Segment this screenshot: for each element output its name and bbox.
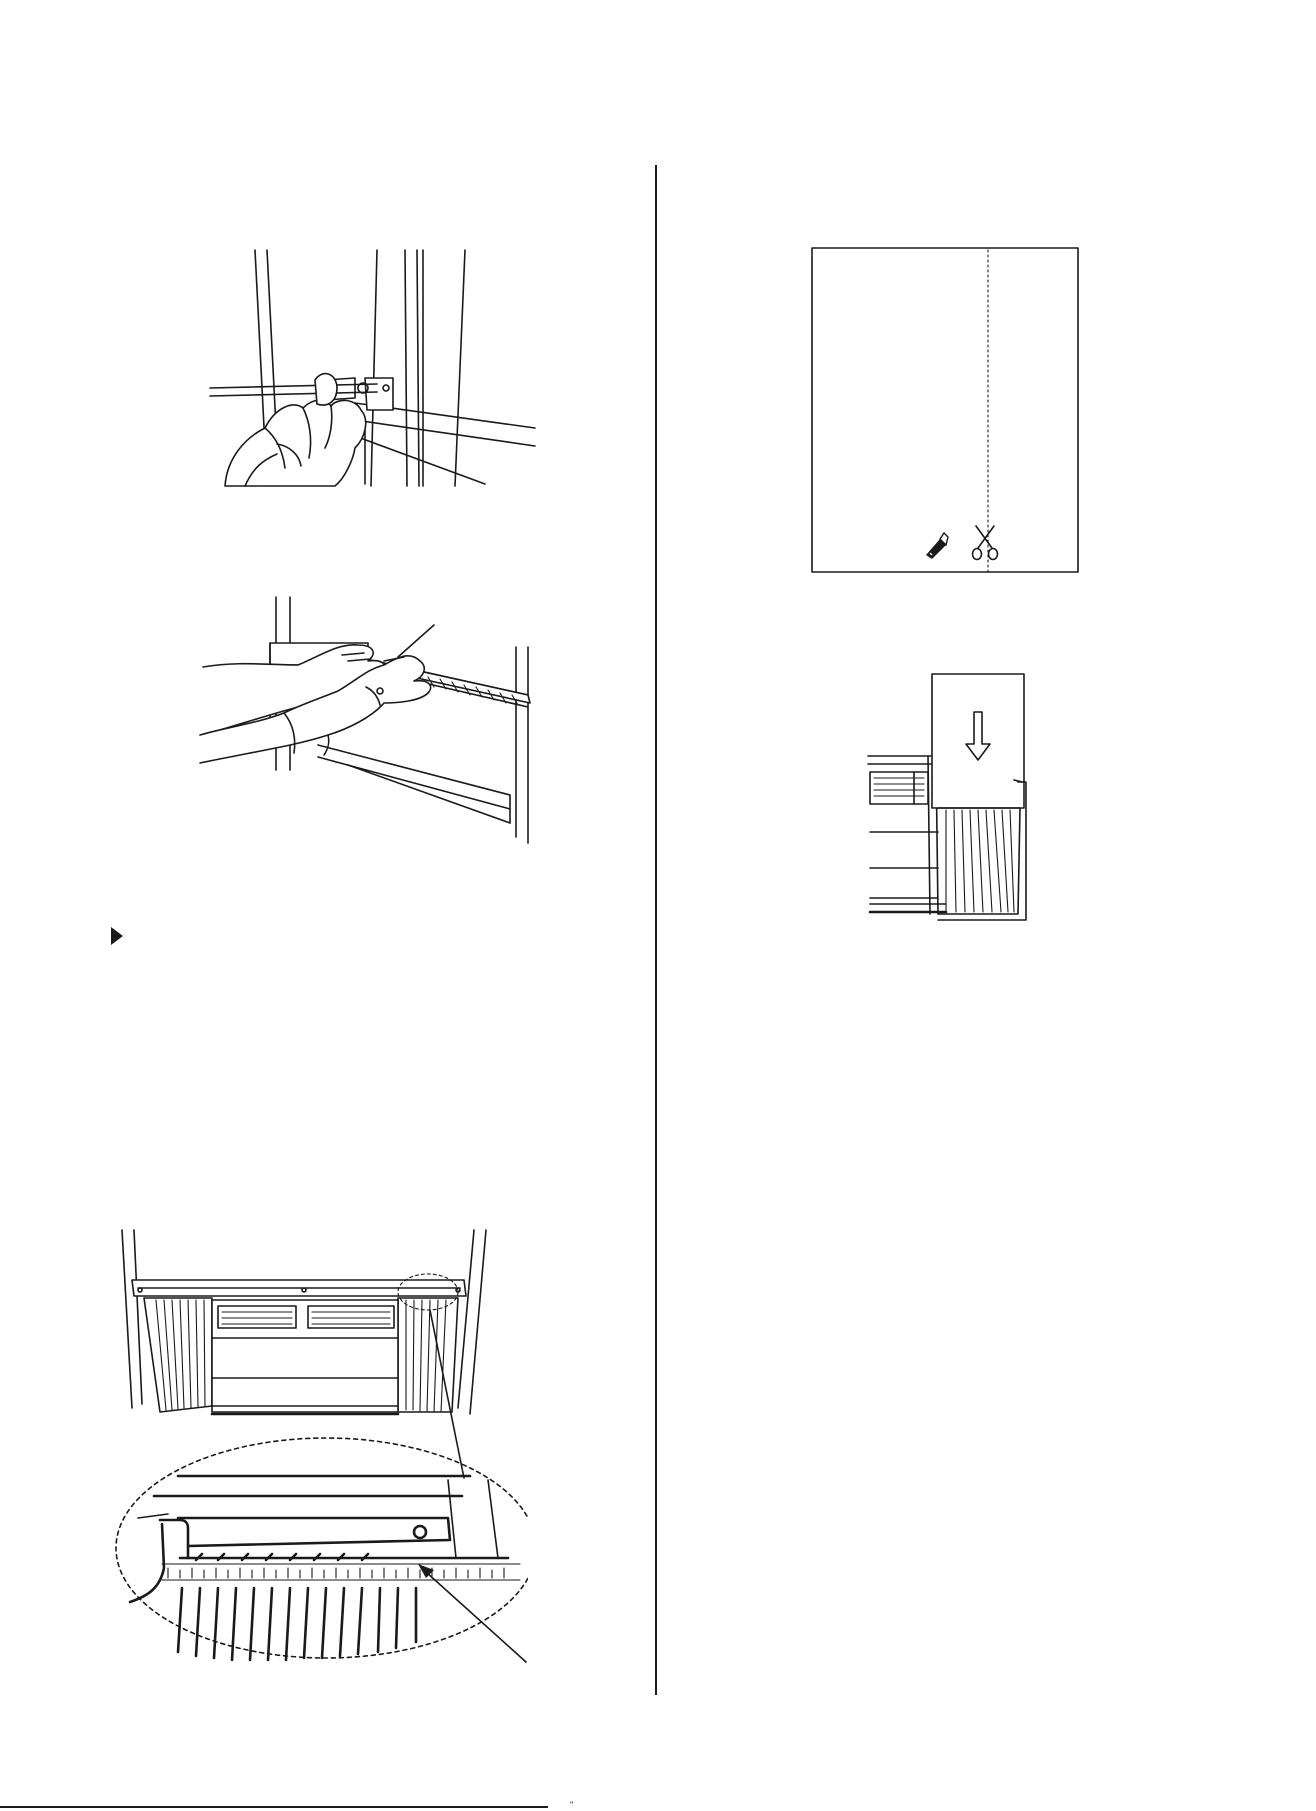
- fig-insert-foam-into-gap: [866, 672, 1036, 928]
- fig-hands-attaching-foam-seal: [198, 595, 538, 850]
- bullet-triangle-icon: [110, 926, 124, 946]
- page-folio: ": [570, 1800, 574, 1810]
- column-divider: [655, 165, 657, 1695]
- fig-unit-installed-with-detail: [108, 1228, 528, 1668]
- scissors-icon: [970, 524, 1000, 562]
- utility-knife-icon: [922, 527, 952, 561]
- fig-hand-screwing-bracket: [205, 248, 545, 488]
- footer-rule: [0, 1806, 548, 1808]
